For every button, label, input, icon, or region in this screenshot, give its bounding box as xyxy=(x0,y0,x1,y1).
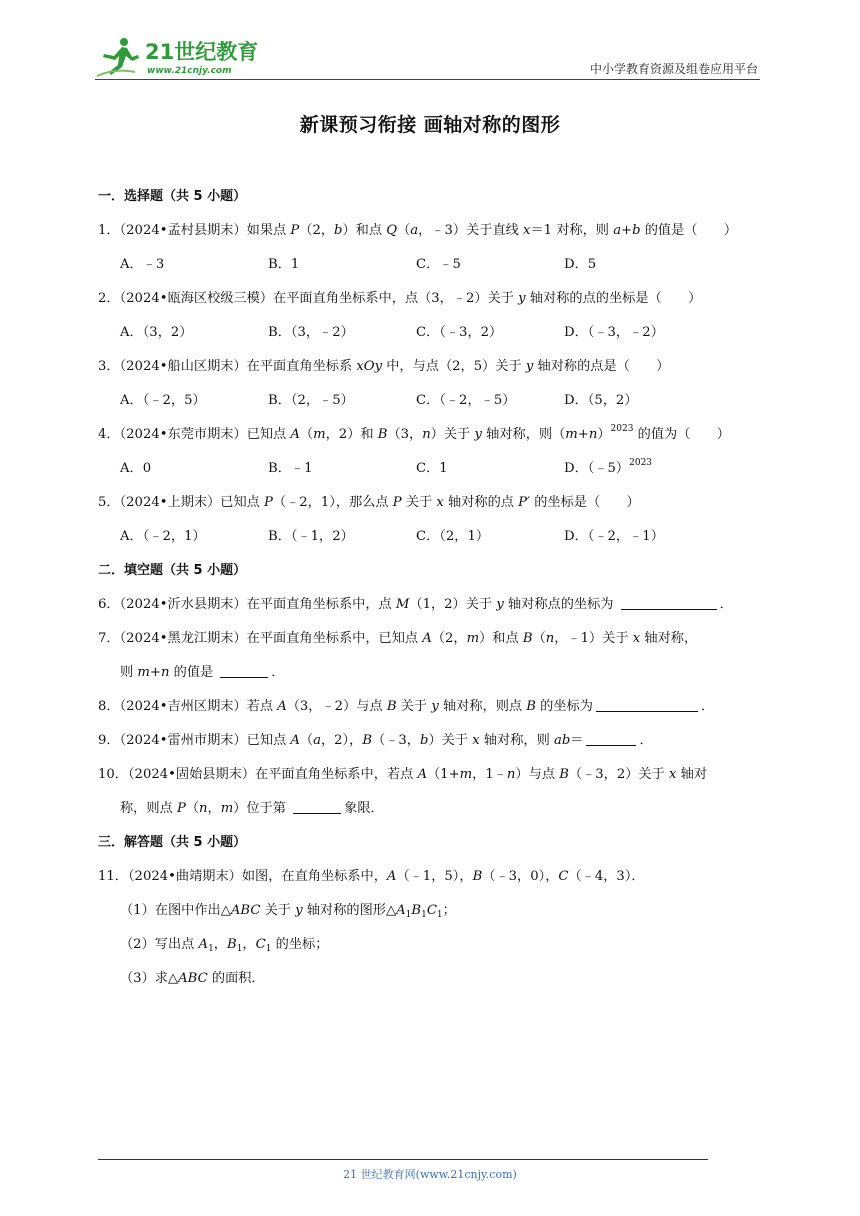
answer-blank[interactable] xyxy=(293,799,341,814)
question-3-options xyxy=(98,384,762,418)
header-divider xyxy=(95,79,760,80)
option-c: C．﹣5 xyxy=(416,257,461,272)
option-a: A．﹣3 xyxy=(120,257,165,272)
question-11: 11．（2024•曲靖期末）如图，在直角坐标系中，A（﹣1，5），B（﹣3，0），C（﹣4，3）． xyxy=(98,869,645,884)
answer-blank[interactable] xyxy=(596,697,698,712)
option-b: B．（2，﹣5） xyxy=(268,393,354,408)
section-choice: 一．选择题（共 5 小题） xyxy=(98,189,247,204)
footer-divider xyxy=(98,1159,708,1160)
question-10: 10．（2024•固始县期末）在平面直角坐标系中，若点 A（1+m，1﹣n）与点 B（﹣3，2）关于 x 轴对 xyxy=(98,767,708,782)
question-4: 4．（2024•东莞市期末）已知点 A（m，2）和 B（3，n）关于 y 轴对称，则$(m+n)^{2023}$ 的值为（ ） xyxy=(98,424,730,442)
question-7-line-2: 则 m+n 的值是 ． xyxy=(120,665,285,680)
question-11-part-1: （1）在图中作出△ABC 关于 y 轴对称的图形$\triangle A_1B_1C_1$； xyxy=(120,903,456,920)
logo-url: www.21cnjy.com xyxy=(147,66,232,76)
option-b: B．（3，﹣2） xyxy=(268,325,354,340)
option-d: D．（﹣2，﹣1） xyxy=(564,529,664,544)
question-5-options xyxy=(98,520,762,554)
question-11-part-3: （3）求△ABC 的面积． xyxy=(120,971,265,986)
question-2: 2．（2024•瓯海区校级三模）在平面直角坐标系中，点（3，﹣2）关于 y 轴对称的点的坐标是（ ） xyxy=(98,291,702,306)
question-3: 3．（2024•船山区期末）在平面直角坐标系 xOy 中，与点（2，5）关于 y 轴对称的点是（ ） xyxy=(98,359,670,374)
question-8: 8．（2024•吉州区期末）若点 A（3，﹣2）与点 B 关于 y 轴对称，则点 B 的坐标为 ． xyxy=(98,699,715,714)
option-a: A．0 xyxy=(120,461,152,476)
answer-blank[interactable] xyxy=(621,595,717,610)
question-1-options xyxy=(98,248,762,282)
option-a: A．（﹣2，1） xyxy=(120,529,206,544)
option-d: D．（﹣5）$^{2023}$ xyxy=(564,458,653,476)
footer-link[interactable]: 21 世纪教育网(www.21cnjy.com) xyxy=(343,1168,517,1181)
option-c: C．（﹣3，2） xyxy=(416,325,503,340)
question-11-part-2: （2）写出点 $A_1$，$B_1$，$C_1$ 的坐标； xyxy=(120,937,329,954)
option-d: D．（﹣3，﹣2） xyxy=(564,325,664,340)
section-fill: 二．填空题（共 5 小题） xyxy=(98,563,247,578)
question-10-line-2: 称，则点 P（n，m）位于第 象限． xyxy=(120,801,384,816)
question-1: 1．（2024•孟村县期末）如果点 P（2，b）和点 Q（a，﹣3）关于直线 x＝1 对称，则 a+b 的值是（ ） xyxy=(98,223,738,238)
question-list xyxy=(98,180,762,996)
platform-name: 中小学教育资源及组卷应用平台 xyxy=(589,62,758,76)
question-9: 9．（2024•雷州市期末）已知点 A（a，2），B（﹣3，b）关于 x 轴对称，则 ab＝ ． xyxy=(98,733,653,748)
option-b: B．（﹣1，2） xyxy=(268,529,354,544)
option-d: D．5 xyxy=(564,257,597,272)
option-c: C．（﹣2，﹣5） xyxy=(416,393,516,408)
option-a: A．（3，2） xyxy=(120,325,193,340)
question-4-options xyxy=(98,452,762,486)
question-2-options xyxy=(98,316,762,350)
answer-blank[interactable] xyxy=(586,731,636,746)
page-title: 新课预习衔接 画轴对称的图形 xyxy=(299,114,561,136)
option-b: B．﹣1 xyxy=(268,461,313,476)
question-5: 5．（2024•上期末）已知点 P（﹣2，1），那么点 P 关于 x 轴对称的点 P′ 的坐标是（ ） xyxy=(98,495,640,510)
runner-icon xyxy=(97,38,139,76)
option-c: C．1 xyxy=(416,461,448,476)
logo xyxy=(95,34,265,78)
option-c: C．（2，1） xyxy=(416,529,490,544)
page-header xyxy=(95,30,760,78)
section-answer: 三．解答题（共 5 小题） xyxy=(98,835,247,850)
question-6: 6．（2024•沂水县期末）在平面直角坐标系中，点 M（1，2）关于 y 轴对称点的坐标为 ． xyxy=(98,597,733,612)
option-b: B．1 xyxy=(268,257,300,272)
option-d: D．（5，2） xyxy=(564,393,638,408)
option-a: A．（﹣2，5） xyxy=(120,393,206,408)
logo-text: 21世纪教育 xyxy=(145,40,259,64)
answer-blank[interactable] xyxy=(220,663,268,678)
question-7: 7．（2024•黑龙江期末）在平面直角坐标系中，已知点 A（2，m）和点 B（n，﹣1）关于 x 轴对称， xyxy=(98,631,698,646)
